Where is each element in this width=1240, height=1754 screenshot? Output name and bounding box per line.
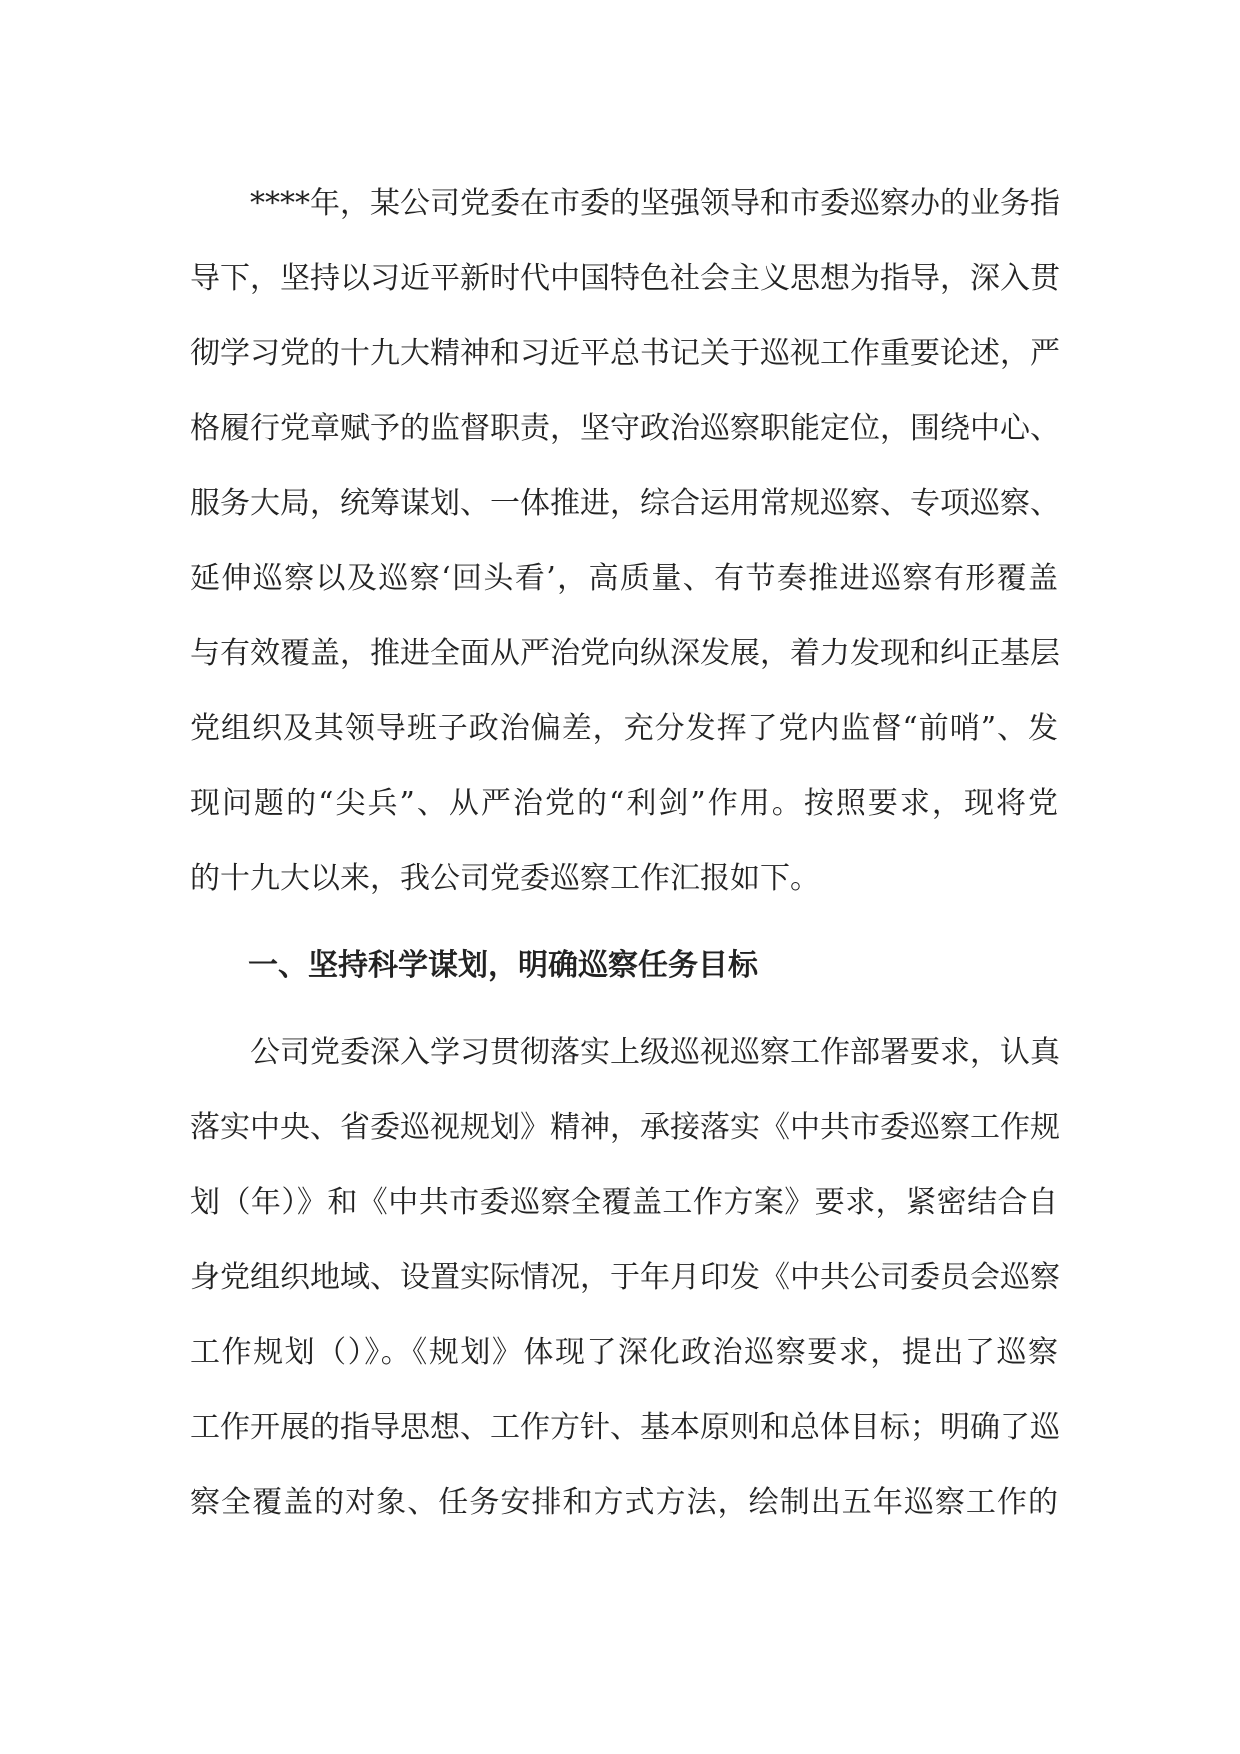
text-line: 落实中央、省委巡视规划》精神，承接落实《中共市委巡察工作规: [190, 1110, 1060, 1145]
text-line: 察全覆盖的对象、任务安排和方式方法，绘制出五年巡察工作的: [190, 1485, 1058, 1520]
document-page: [190, 166, 1058, 1540]
text-line: 划（年）》和《中共市委巡察全覆盖工作方案》要求，紧密结合自: [190, 1185, 1058, 1220]
text-line: 现问题的“尖兵”、从严治党的“利剑”作用。按照要求，现将党: [190, 786, 1058, 821]
text-line: 党组织及其领导班子政治偏差，充分发挥了党内监督“前哨”、发: [190, 711, 1058, 746]
text-line: 的十九大以来，我公司党委巡察工作汇报如下。: [190, 861, 820, 896]
text-line: 导下，坚持以习近平新时代中国特色社会主义思想为指导，深入贯: [190, 261, 1060, 296]
text-line: 彻学习党的十九大精神和习近平总书记关于巡视工作重要论述，严: [190, 336, 1060, 371]
text-line: 延伸巡察以及巡察‘回头看’，高质量、有节奏推进巡察有形覆盖: [190, 561, 1058, 596]
paragraph-2: [190, 1015, 1058, 1540]
text-line: 身党组织地域、设置实际情况，于年月印发《中共公司委员会巡察: [190, 1260, 1060, 1295]
section-heading: 一、坚持科学谋划，明确巡察任务目标: [248, 948, 758, 983]
text-line: 服务大局，统筹谋划、一体推进，综合运用常规巡察、专项巡察、: [190, 486, 1060, 521]
text-line: 公司党委深入学习贯彻落实上级巡视巡察工作部署要求，认真: [250, 1035, 1060, 1070]
text-line: ****年，某公司党委在市委的坚强领导和市委巡察办的业务指: [250, 186, 1060, 221]
paragraph-1: [190, 166, 1058, 916]
text-line: 工作开展的指导思想、工作方针、基本原则和总体目标；明确了巡: [190, 1410, 1060, 1445]
text-line: 与有效覆盖，推进全面从严治党向纵深发展，着力发现和纠正基层: [190, 636, 1060, 671]
text-line: 工作规划（）》。《规划》体现了深化政治巡察要求，提出了巡察: [190, 1335, 1058, 1370]
text-line: 格履行党章赋予的监督职责，坚守政治巡察职能定位，围绕中心、: [190, 411, 1060, 446]
